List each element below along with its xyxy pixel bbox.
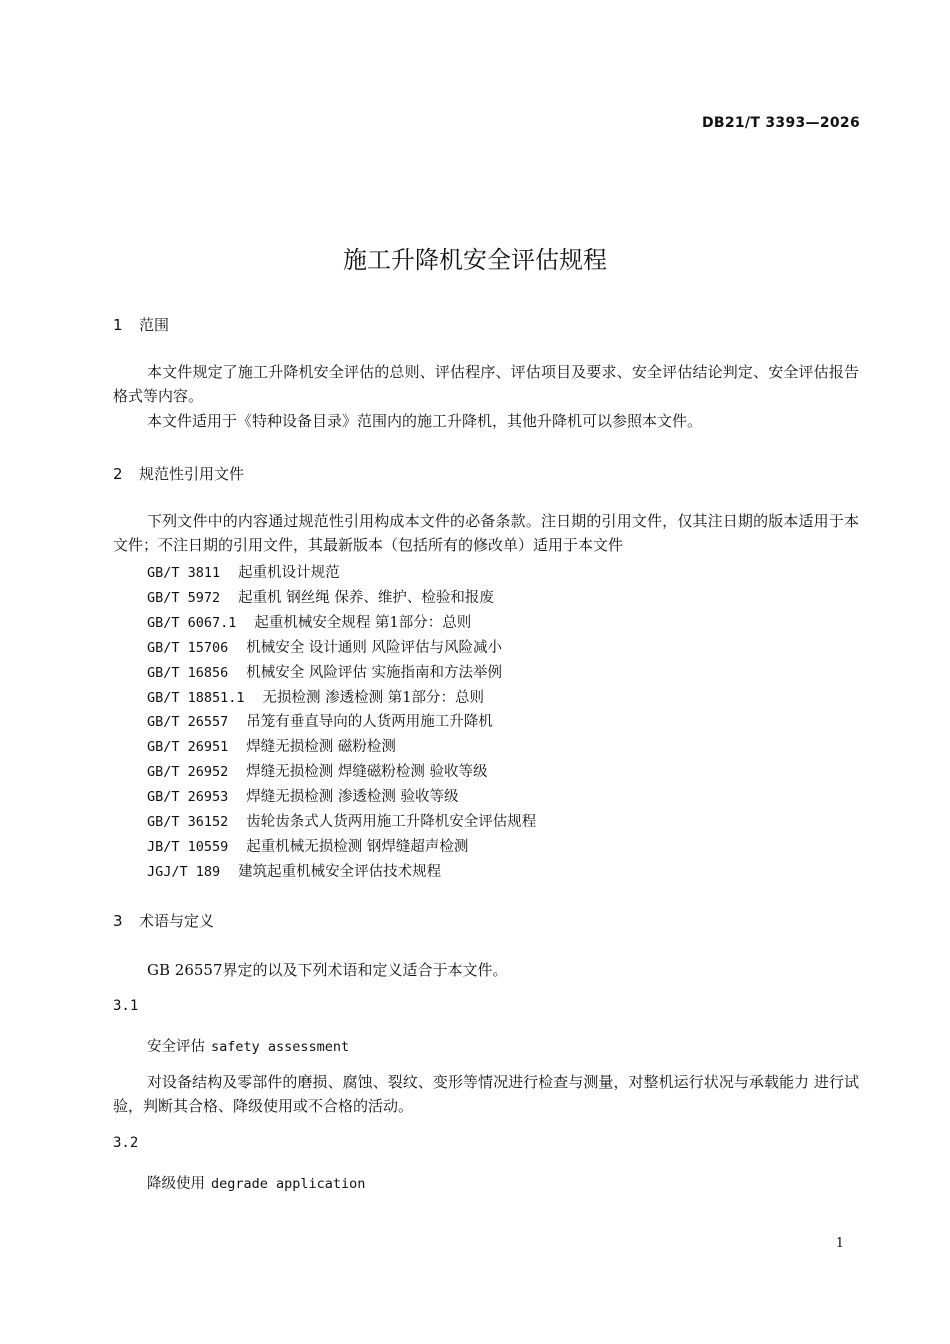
reference-item [147,860,441,881]
reference-item [147,561,340,582]
clause-3-2-term [147,1172,365,1193]
term-english: safety assessment [211,1039,350,1055]
reference-item [147,661,502,682]
document-title: 施工升降机安全评估规程 [343,246,607,274]
reference-item [147,835,468,856]
clause-3-2-number: 3.2 [113,1135,139,1151]
reference-code: GB/T 5972 [147,589,221,606]
reference-item [147,785,459,806]
reference-title: 起重机设计规范 [238,565,340,581]
reference-title: 建筑起重机械安全评估技术规程 [238,863,442,880]
reference-title: 起重机械安全规程 第1部分：总则 [254,614,472,631]
reference-title: 焊缝无损检测 磁粉检测 [246,739,396,756]
reference-item [147,586,494,607]
reference-title: 起重机械无损检测 钢焊缝超声检测 [246,838,469,855]
reference-code: JB/T 10559 [147,838,229,855]
reference-code: GB/T 3811 [147,565,221,581]
term-english: degrade application [211,1176,366,1192]
section-1-heading [113,314,169,335]
section-number: 2 [113,465,123,483]
section-title: 规范性引用文件 [139,465,245,483]
clause-3-1-term [147,1035,349,1056]
reference-code: GB/T 26952 [147,764,229,781]
clause-3-1-number: 3.1 [113,998,139,1014]
term-chinese: 安全评估 [147,1039,205,1055]
section-number: 1 [113,316,123,334]
reference-title: 机械安全 设计通则 风险评估与风险减小 [246,639,502,656]
reference-title: 焊缝无损检测 焊缝磁粉检测 验收等级 [246,764,488,781]
reference-title: 齿轮齿条式人货两用施工升降机安全评估规程 [246,814,537,830]
reference-code: GB/T 18851.1 [147,689,245,706]
reference-item [147,735,396,756]
reference-title: 焊缝无损检测 渗透检测 验收等级 [246,789,459,806]
reference-item [147,686,484,707]
reference-item [147,710,493,731]
section-2-heading [113,463,244,484]
reference-code: GB/T 16856 [147,664,229,681]
reference-item [147,760,488,781]
reference-code: GB/T 15706 [147,639,229,656]
reference-code: GB/T 6067.1 [147,614,237,631]
reference-code: GB/T 36152 [147,814,229,830]
reference-title: 无损检测 渗透检测 第1部分：总则 [262,689,484,706]
reference-code: JGJ/T 189 [147,863,221,880]
reference-title: 机械安全 风险评估 实施指南和方法举例 [246,664,502,681]
section-1-paragraph-1: 本文件规定了施工升降机安全评估的总则、评估程序、评估项目及要求、安全评估结论判定、安全评估报告格式等内容。 [113,363,859,405]
section-number: 3 [113,912,123,930]
clause-3-1-definition: 对设备结构及零部件的磨损、腐蚀、裂纹、变形等情况进行检查与测量，对整机运行状况与承载能力 进行试验，判断其合格、降级使用或不合格的活动。 [113,1073,859,1115]
reference-item [147,636,502,657]
term-chinese: 降级使用 [147,1176,205,1192]
reference-code: GB/T 26557 [147,714,229,731]
section-2-paragraph-1: 下列文件中的内容通过规范性引用构成本文件的必备条款。注日期的引用文件，仅其注日期的版本适用于本文件；不注日期的引用文件，其最新版本（包括所有的修改单）适用于本文件 [113,512,859,554]
reference-item [147,810,536,831]
section-1-paragraph-2: 本文件适用于《特种设备目录》范围内的施工升降机，其他升降机可以参照本文件。 [147,412,703,430]
page-number: 1 [835,1236,844,1251]
reference-item [147,611,471,632]
section-title: 范围 [139,316,170,334]
reference-code: GB/T 26951 [147,739,229,756]
section-title: 术语与定义 [139,912,215,930]
section-3-paragraph-1: GB 26557界定的以及下列术语和定义适合于本文件。 [147,961,508,979]
document-code: DB21/T 3393—2026 [701,115,860,131]
reference-title: 吊笼有垂直导向的人货两用施工升降机 [246,714,493,731]
section-3-heading [113,910,214,931]
reference-title: 起重机 钢丝绳 保养、维护、检验和报废 [238,589,494,606]
reference-code: GB/T 26953 [147,789,229,806]
